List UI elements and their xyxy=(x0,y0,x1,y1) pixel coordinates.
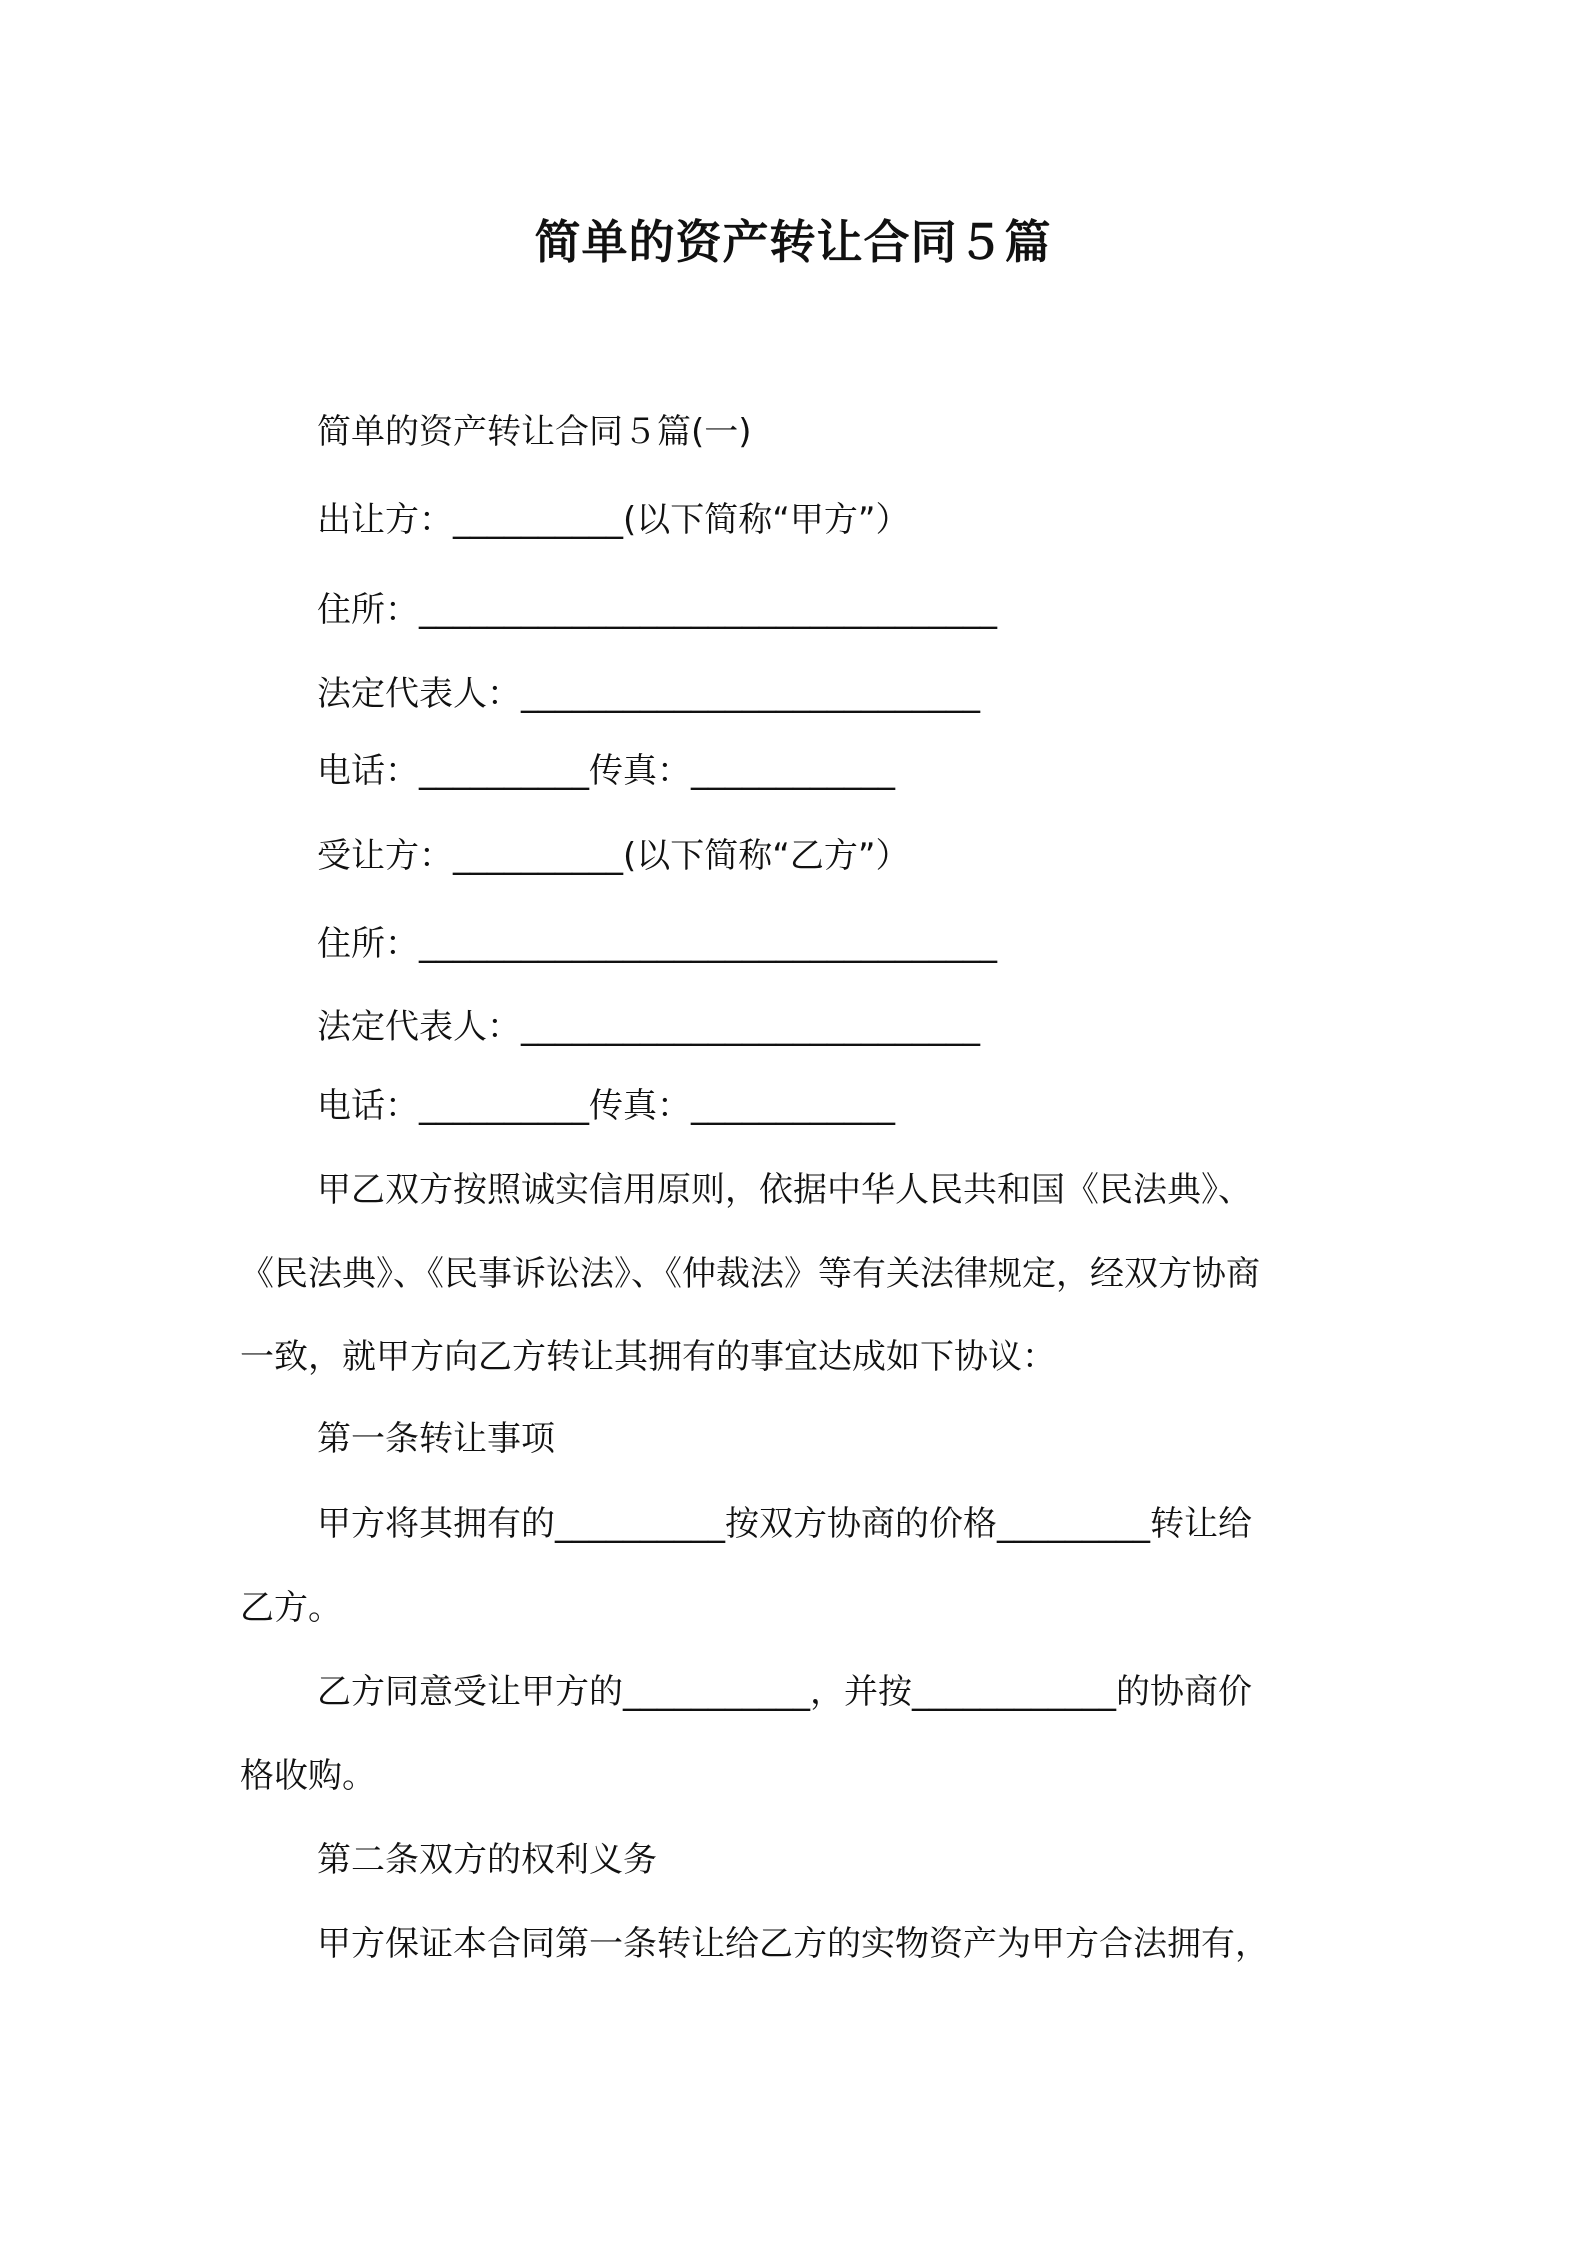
article-1-paragraph-2-line-1: 乙方同意受让甲方的___________，并按____________的协商价 xyxy=(317,1672,1252,1712)
preamble-line-2: 《民法典》、《民事诉讼法》、《仲裁法》等有关法律规定，经双方协商 xyxy=(240,1254,1260,1294)
preamble-line-1: 甲乙双方按照诚实信用原则，依据中华人民共和国《民法典》、 xyxy=(317,1170,1252,1210)
contract-subtitle: 简单的资产转让合同５篇(一) xyxy=(317,412,752,452)
transferee-line: 受让方：__________(以下简称“乙方”） xyxy=(317,836,910,876)
article-1-paragraph-1-line-2: 乙方。 xyxy=(240,1588,342,1628)
transferor-representative-line: 法定代表人：___________________________ xyxy=(317,674,980,714)
article-2-heading: 第二条双方的权利义务 xyxy=(317,1840,657,1880)
article-2-paragraph-line-1: 甲方保证本合同第一条转让给乙方的实物资产为甲方合法拥有， xyxy=(317,1924,1269,1964)
article-1-heading: 第一条转让事项 xyxy=(317,1419,555,1459)
transferor-line: 出让方：__________(以下简称“甲方”） xyxy=(317,500,910,540)
transferor-address-line: 住所：__________________________________ xyxy=(317,590,997,630)
transferee-representative-line: 法定代表人：___________________________ xyxy=(317,1007,980,1047)
transferee-address-line: 住所：__________________________________ xyxy=(317,924,997,964)
preamble-line-3: 一致，就甲方向乙方转让其拥有的事宜达成如下协议： xyxy=(240,1337,1056,1377)
article-1-paragraph-1-line-1: 甲方将其拥有的__________按双方协商的价格_________转让给 xyxy=(317,1504,1252,1544)
transferee-phone-fax-line: 电话：__________传真：____________ xyxy=(317,1086,895,1126)
transferor-phone-fax-line: 电话：__________传真：____________ xyxy=(317,751,895,791)
document-title: 简单的资产转让合同５篇 xyxy=(534,215,1052,269)
article-1-paragraph-2-line-2: 格收购。 xyxy=(240,1756,376,1796)
